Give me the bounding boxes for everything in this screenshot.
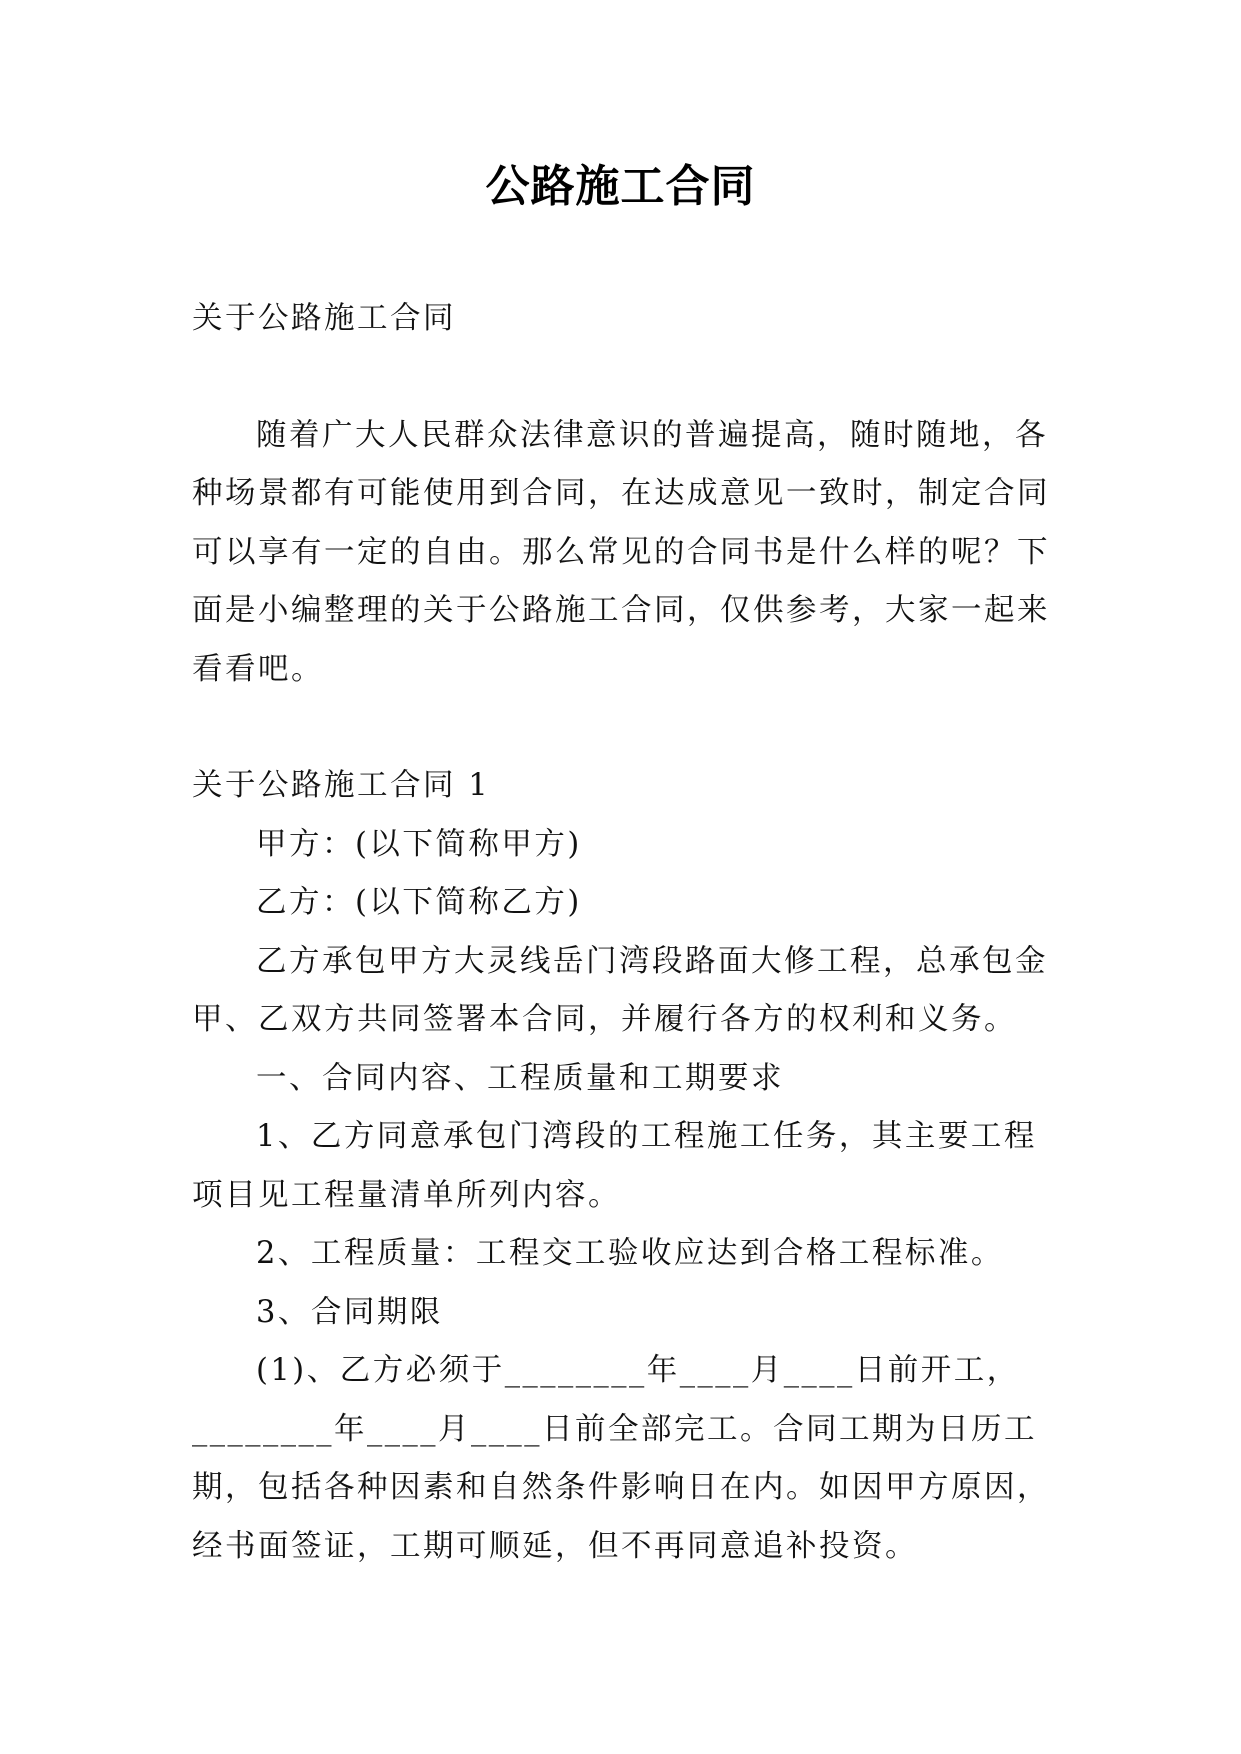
clause-1-3-1: (1)、乙方必须于________年____月____日前开工，________年____月____日前全部完工。合同工期为日历工期，包括各种因素和自然条件影响日在内。如因甲方原因，经书面签证，工期可顺延，但不再同意追补投资。 (192, 1353, 1050, 1564)
contract-scope-paragraph: 乙方承包甲方大灵线岳门湾段路面大修工程，总承包金甲、乙双方共同签署本合同，并履行各方的权利和义务。 (192, 943, 1048, 1037)
party-a-line: 甲方：(以下简称甲方) (256, 826, 582, 862)
spacer (192, 349, 1056, 407)
clause-1-2: 2、工程质量：工程交工验收应达到合格工程标准。 (256, 1236, 1004, 1271)
subtitle: 关于公路施工合同 (192, 301, 456, 336)
document-body (192, 290, 1056, 1576)
clause-1-1: 1、乙方同意承包门湾段的工程施工任务，其主要工程项目见工程量清单所列内容。 (192, 1119, 1037, 1213)
clause-heading-1: 一、合同内容、工程质量和工期要求 (256, 1060, 784, 1096)
section-heading: 关于公路施工合同 1 (192, 768, 491, 803)
document-title: 公路施工合同 (485, 161, 756, 212)
party-b-line: 乙方：(以下简称乙方) (256, 885, 582, 920)
spacer (192, 699, 1056, 757)
clause-1-3: 3、合同期限 (256, 1294, 443, 1330)
intro-paragraph: 随着广大人民群众法律意识的普遍提高，随时随地，各种场景都有可能使用到合同，在达成意见一致时，制定合同可以享有一定的自由。那么常见的合同书是什么样的呢？下面是小编整理的关于公路施工合同，仅供参考，大家一起来看看吧。 (192, 417, 1050, 687)
